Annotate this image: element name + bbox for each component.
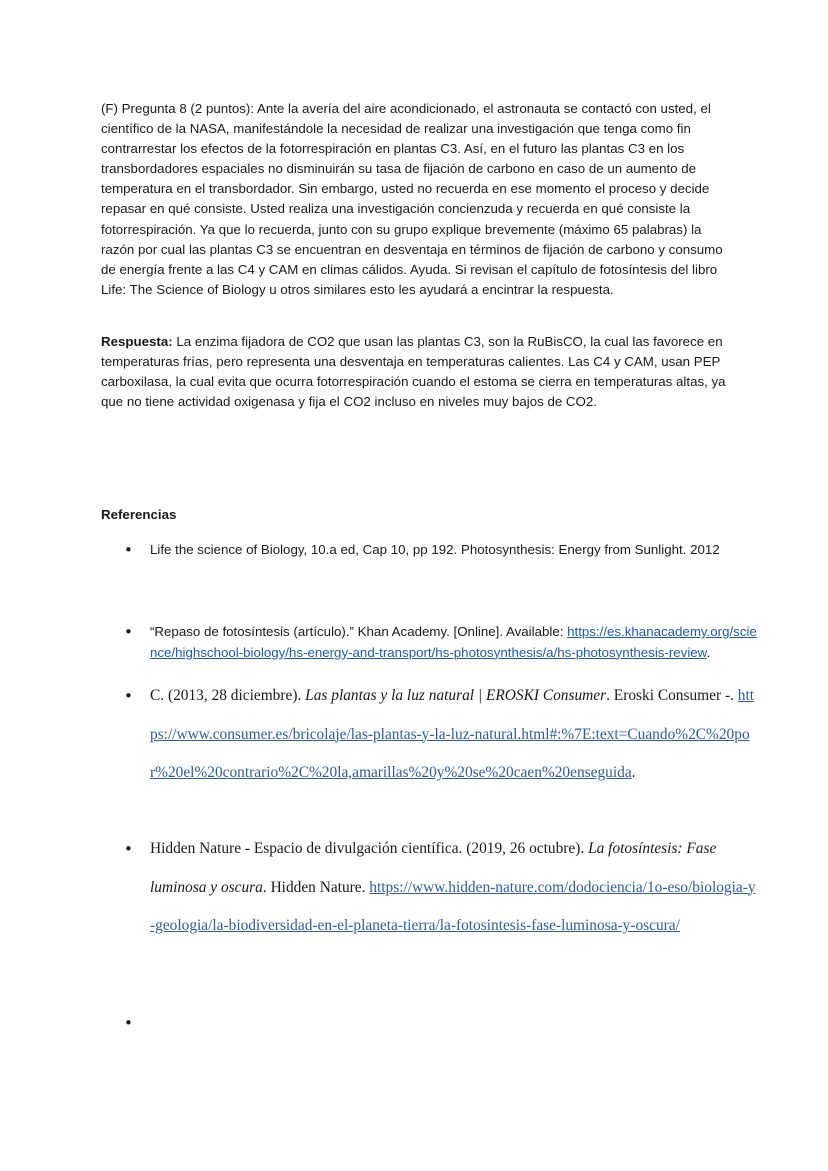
reference-item [124, 677, 760, 793]
reference-item [124, 540, 760, 561]
reference-text: Life the science of Biology, 10.a ed, Cap 10, pp 192. Photosynthesis: Energy from Sunlight. 2012 [150, 542, 720, 557]
answer-label: Respuesta: [101, 334, 173, 349]
reference-item [124, 830, 760, 946]
bullet-icon: • [124, 541, 133, 559]
bullet-icon: • [124, 687, 133, 705]
reference-title: Las plantas y la luz natural | EROSKI Consumer [305, 687, 607, 704]
reference-text: “Repaso de fotosíntesis (artículo).” Khan Academy. [Online]. Available: [150, 624, 568, 639]
answer-paragraph [101, 332, 732, 412]
empty-reference-item [124, 1013, 760, 1033]
question-text: (F) Pregunta 8 (2 puntos): Ante la avería del aire acondicionado, el astronauta se contactó con usted, el científico de la NASA, manifestándole la necesidad de realizar una investigación que tenga como fin contrarrestar los efectos de la fotorrespiración en plantas C3. Así, en el futuro las plantas C3 en los transbordadores espaciales no disminuirán su tasa de fijación de carbono en caso de un aumento de temperatura en el transbordador. Sin embargo, usted no recuerda en ese momento el proceso y decide repasar en qué consiste. Usted realiza una investigación concienzuda y recuerda en qué consiste la fotorrespiración. Ya que lo recuerda, junto con su grupo explique brevemente (máximo 65 palabras) la razón por cual las plantas C3 se encuentran en desventaja en términos de fijación de carbono y consumo de energía frente a las C4 y CAM en climas cálidos. Ayuda. Si revisan el capítulo de fotosíntesis del libro Life: The Science of Biology u otros similares esto les ayudará a encintrar la respuesta. [101, 101, 723, 297]
reference-source: . Eroski Consumer -. [606, 687, 738, 704]
answer-text: La enzima fijadora de CO2 que usan las plantas C3, son la RuBisCO, la cual las favorece en temperaturas frías, pero representa una desventaja en temperaturas calientes. Las C4 y CAM, usan PEP carboxilasa, la cual evita que ocurra fotorrespiración cuando el estoma se cierra en temperaturas altas, ya que no tiene actividad oxigenasa y fija el CO2 incluso en niveles muy bajos de CO2. [101, 334, 726, 410]
references-heading: Referencias [101, 507, 177, 522]
reference-source: . Hidden Nature. [262, 878, 370, 896]
reference-link[interactable]: https://es.khanacademy.org/science/highschool-biology/hs-energy-and-transport/hs-photosynthesis/a/hs-photosynthesis-review [150, 624, 757, 660]
bullet-icon: • [124, 1014, 133, 1032]
reference-link[interactable]: https://www.hidden-nature.com/dodociencia/1o-eso/biologia-y-geologia/la-biodiversidad-en-el-planeta-tierra/la-fotosintesis-fase-luminosa-y-oscura/ [150, 878, 756, 934]
reference-lead: Hidden Nature - Espacio de divulgación científica. (2019, 26 octubre). [150, 840, 589, 857]
reference-title: La fotosíntesis: Fase luminosa y oscura [150, 840, 717, 896]
reference-item [124, 622, 760, 663]
reference-trail: . [631, 764, 636, 781]
reference-trail: . [706, 644, 711, 660]
question-paragraph [101, 99, 732, 300]
reference-link[interactable]: https://www.consumer.es/bricolaje/las-plantas-y-la-luz-natural.html#:%7E:text=Cuando%2C%20por%20el%20contrario%2C%20la,amarillas%20y%20se%20caen%20enseguida [150, 687, 755, 781]
bullet-icon: • [124, 840, 133, 858]
bullet-icon: • [124, 623, 133, 641]
reference-lead: C. (2013, 28 diciembre). [150, 687, 306, 704]
